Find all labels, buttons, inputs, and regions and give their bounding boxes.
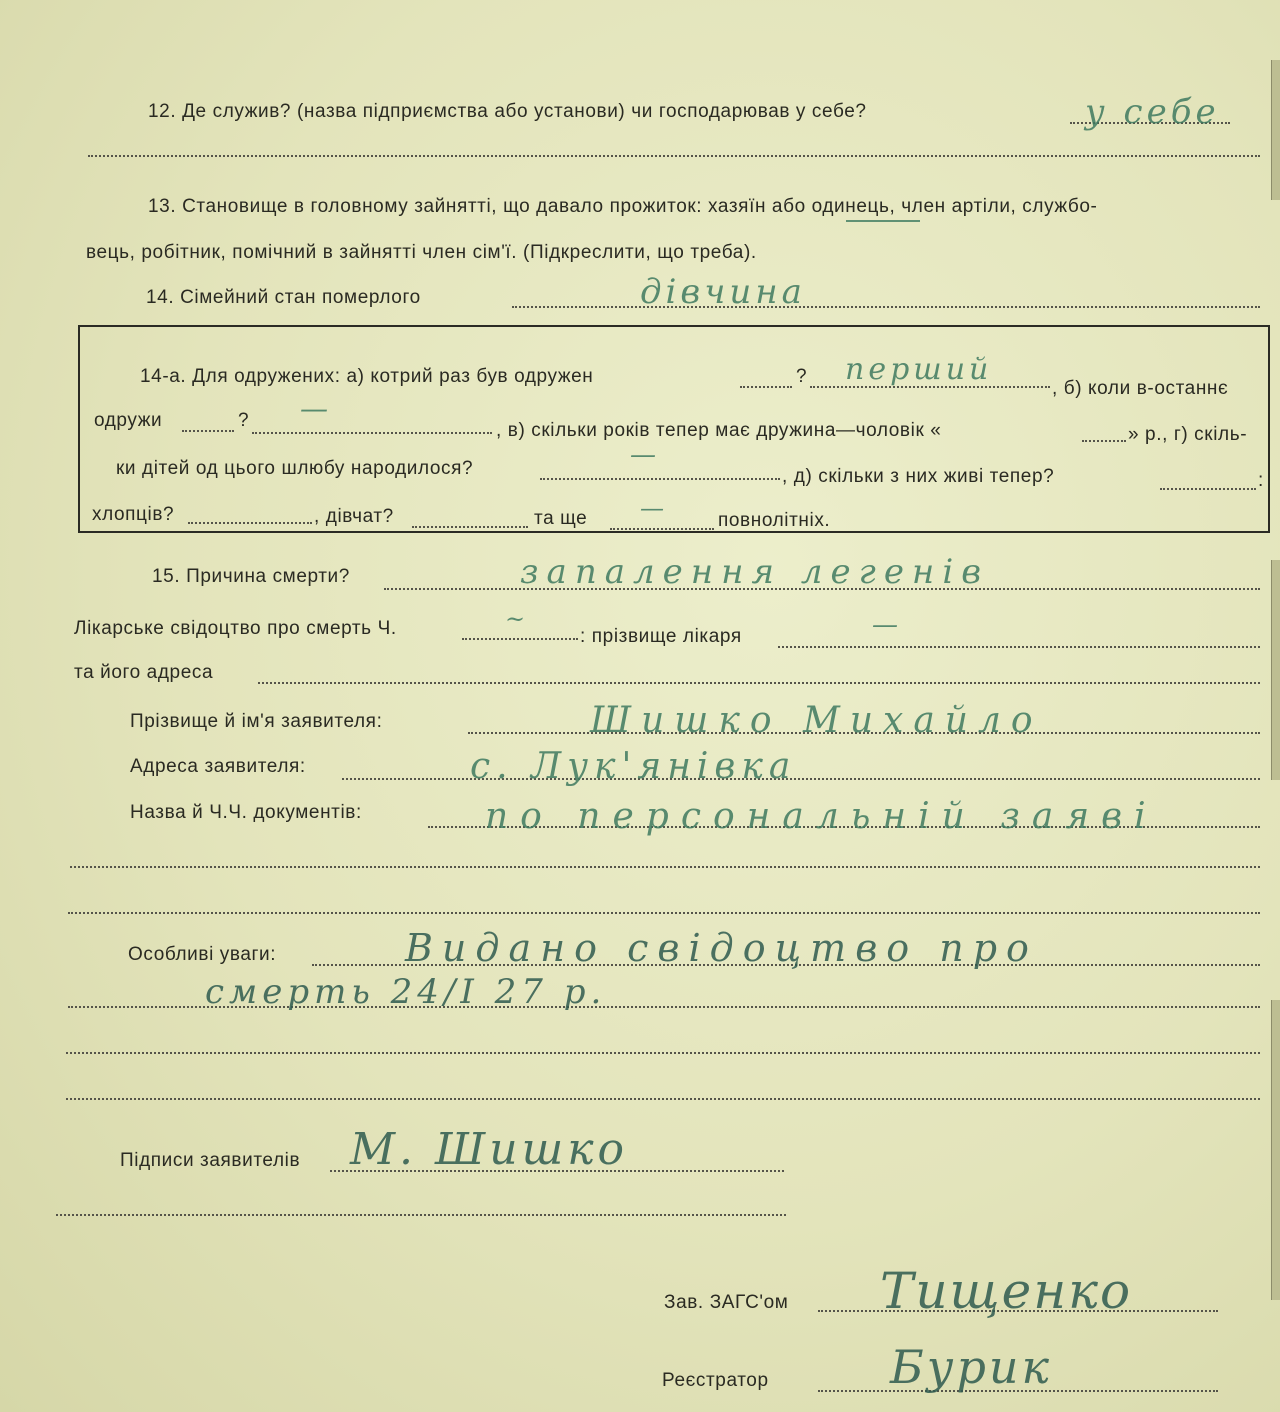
q14a-line2-c: , в) скільки років тепер має дружина—чоловік « <box>496 420 942 441</box>
q14a-line4-b: , дівчат? <box>314 506 394 527</box>
notes-label: Особливі уваги: <box>128 944 277 965</box>
q14a-line4-a: хлопців? <box>92 504 175 525</box>
q14a-boys-line <box>188 522 312 524</box>
q15-answer: запалення легенів <box>520 552 989 592</box>
q14a-line2-a: одружи <box>94 410 163 431</box>
binder-edge-middle <box>1271 560 1280 780</box>
q15-doctor-line <box>778 646 1260 648</box>
q14a-times-line-1 <box>740 386 792 388</box>
q14a-alive-line <box>1160 488 1256 490</box>
q14a-when-line-1 <box>182 430 234 432</box>
head-signature: Тищенко <box>880 1262 1133 1320</box>
applicant-signature: М. Шишко <box>350 1124 629 1175</box>
q13-line1: 13. Становище в головному зайнятті, що давало прожиток: хазяїн або одинець, член артіли, службо- <box>148 196 1098 217</box>
q14a-line2-b: ? <box>238 410 250 431</box>
q13-underline-owner <box>846 220 920 222</box>
q14a-line3-b: , д) скільки з них живі тепер? <box>782 466 1055 487</box>
applicants-signature-line-2 <box>56 1214 786 1216</box>
q12-continuation-line <box>88 155 1260 157</box>
applicant-docs-label: Назва й Ч.Ч. документів: <box>130 802 362 823</box>
q13-line2: вець, робітник, помічний в зайнятті член сім'ї. (Підкреслити, що треба). <box>86 242 757 263</box>
q14a-children-line <box>540 478 780 480</box>
q14a-line1-b: ? <box>796 366 808 387</box>
q12-answer: у себе <box>1085 92 1220 132</box>
q15-doctor-answer: — <box>872 610 902 640</box>
separator-line-1 <box>70 866 1260 868</box>
notes-text-line-1: Видано свідоцтво про <box>405 926 1038 970</box>
q15-address-line <box>258 682 1260 684</box>
q14a-girls-line <box>412 526 528 528</box>
q14a-line4-c: та ще <box>534 508 588 529</box>
q14a-line1-a: 14-а. Для одружених: а) котрий раз був одружен <box>140 366 594 387</box>
q14a-line1-c: , б) коли в-останнє <box>1052 378 1229 399</box>
applicant-name-label: Прізвище й ім'я заявителя: <box>130 711 383 732</box>
applicants-signature-label: Підписи заявителів <box>120 1150 301 1171</box>
registrar-signature: Бурик <box>890 1340 1053 1394</box>
applicant-address-label: Адреса заявителя: <box>130 756 306 777</box>
q14a-line3-c: : <box>1258 470 1264 491</box>
q14a-age-line <box>1082 440 1126 442</box>
applicant-docs-value: по персональній заяві <box>485 796 1158 837</box>
separator-line-2 <box>68 912 1260 914</box>
q14a-line2-d: » р., г) скіль- <box>1128 424 1248 445</box>
q14-label: 14. Сімейний стан померлого <box>146 287 421 308</box>
q14-answer-line <box>512 306 1260 308</box>
applicant-name-value: Шишко Михайло <box>590 700 1043 741</box>
q14a-answer-times: перший <box>845 352 993 387</box>
q14-answer: дівчина <box>640 272 806 312</box>
notes-line-3 <box>66 1052 1260 1054</box>
q14a-when-line-2 <box>252 432 492 434</box>
notes-line-4 <box>66 1098 1260 1100</box>
q12-label: 12. Де служив? (назва підприємства або установи) чи господарював у себе? <box>148 101 867 122</box>
q14a-minors-line <box>610 528 714 530</box>
applicant-address-value: с. Лук'янівка <box>470 746 797 787</box>
q15-cert-label: Лікарське свідоцтво про смерть Ч. <box>74 618 397 639</box>
registrar-signature-label: Реєстратор <box>662 1370 769 1391</box>
head-signature-label: Зав. ЗАГС'ом <box>664 1292 789 1313</box>
q15-address-label: та його адреса <box>74 662 214 683</box>
q15-doctor-label: : прізвище лікаря <box>580 626 742 647</box>
q14a-line3-a: ки дітей од цього шлюбу народилося? <box>116 458 474 479</box>
q15-label: 15. Причина смерти? <box>152 566 350 587</box>
q14a-answer-children: — <box>630 440 660 470</box>
q14a-answer-minors: — <box>640 494 668 522</box>
q14a-line4-d: повнолітніх. <box>718 510 831 531</box>
notes-text-line-2: смерть 24/I 27 р. <box>205 972 607 1012</box>
q15-cert-answer: ~ <box>505 605 530 633</box>
binder-edge-bottom <box>1271 1000 1280 1300</box>
q15-cert-line <box>462 638 578 640</box>
q14a-answer-when: — <box>300 392 332 425</box>
binder-edge-top <box>1271 60 1280 200</box>
